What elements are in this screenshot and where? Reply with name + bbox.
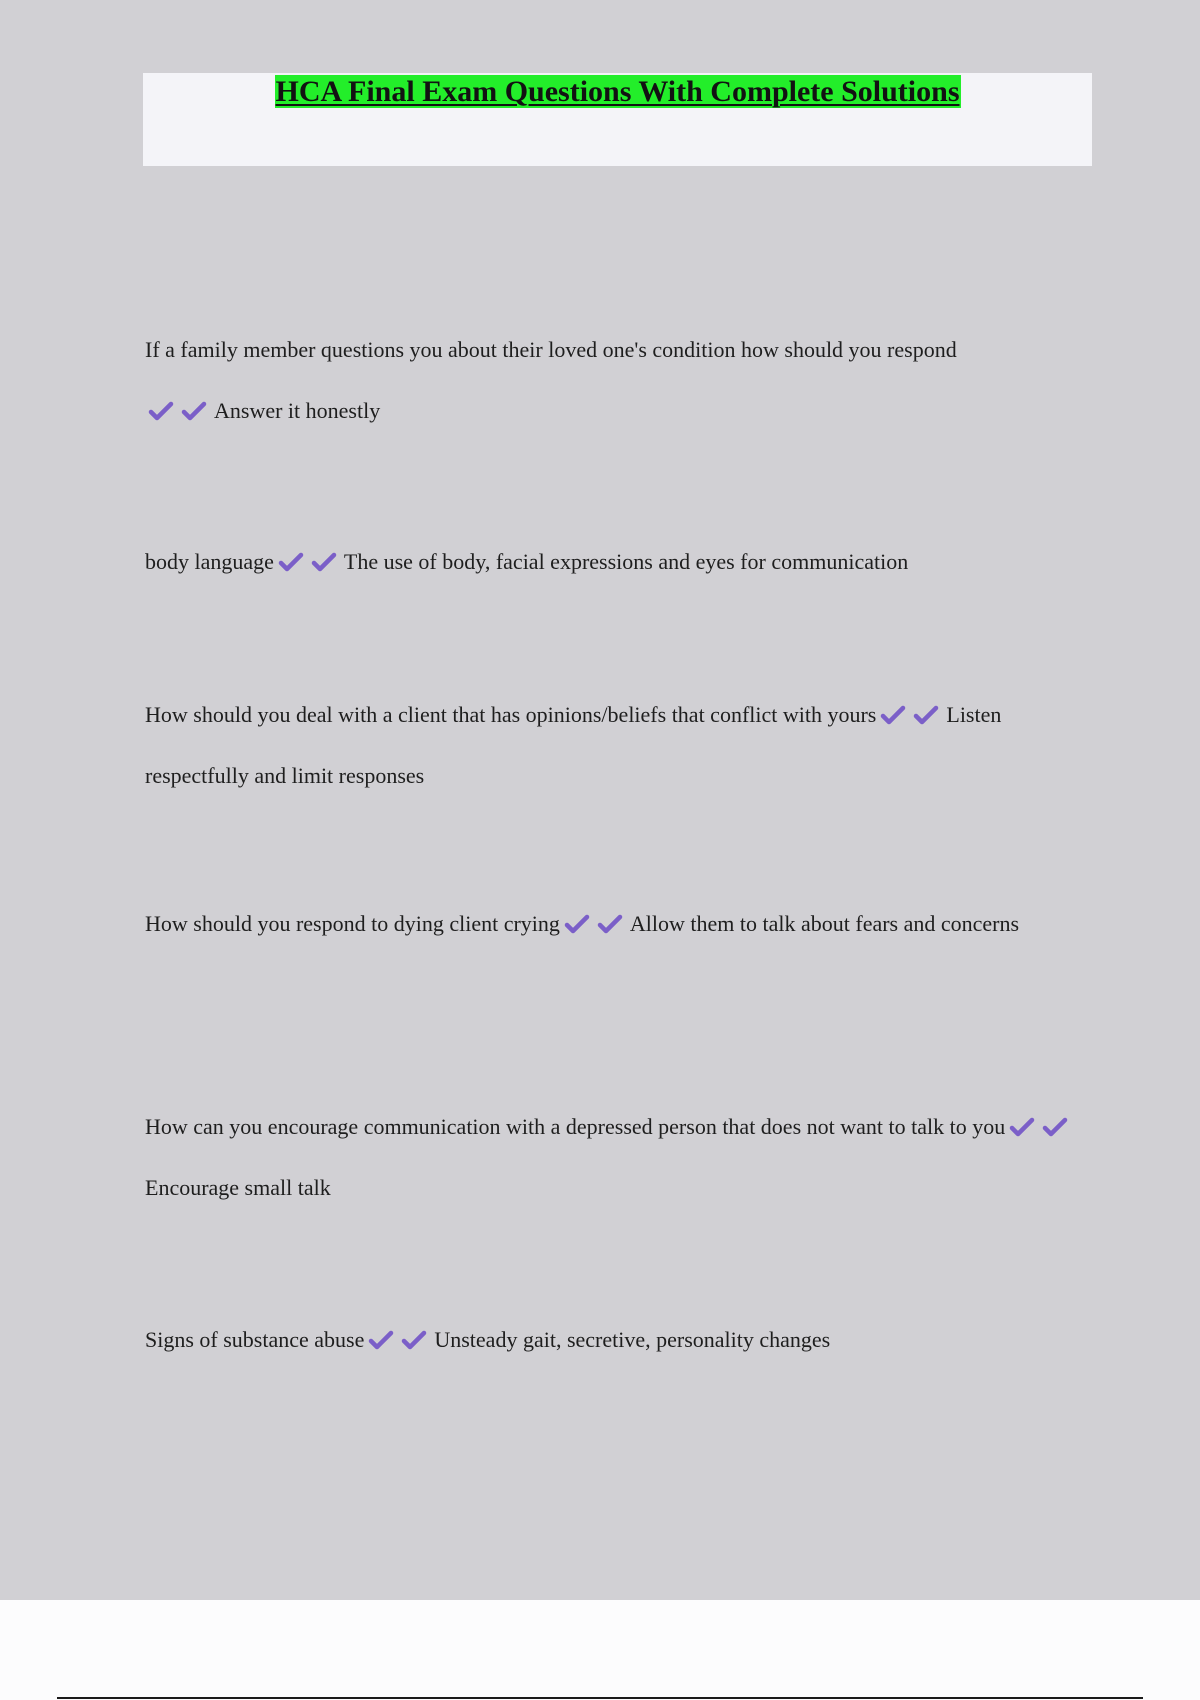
qa-item <box>145 893 1095 954</box>
answer-checks <box>564 893 630 954</box>
footer-band <box>0 1600 1200 1700</box>
check-icon <box>913 705 939 725</box>
question-text: body language <box>145 549 274 574</box>
check-icon <box>564 914 590 934</box>
question-text: Signs of substance abuse <box>145 1327 365 1352</box>
answer-checks <box>368 1309 434 1370</box>
question-text: How should you respond to dying client crying <box>145 911 560 936</box>
qa-item <box>145 684 1095 806</box>
answer-text: Unsteady gait, secretive, personality changes <box>434 1327 831 1352</box>
page-title <box>143 73 1092 111</box>
qa-item <box>145 531 1095 592</box>
check-icon <box>1009 1117 1035 1137</box>
qa-item <box>145 319 1095 441</box>
qa-item <box>145 1096 1095 1218</box>
answer-checks <box>1009 1096 1075 1157</box>
check-icon <box>311 552 337 572</box>
answer-text: The use of body, facial expressions and eyes for communication <box>343 549 909 574</box>
title-text: HCA Final Exam Questions With Complete Solutions <box>275 75 960 108</box>
check-icon <box>181 401 207 421</box>
answer-checks <box>148 380 214 441</box>
check-icon <box>401 1330 427 1350</box>
question-text: If a family member questions you about their loved one's condition how should you respond <box>145 337 957 362</box>
qa-item <box>145 1309 1095 1370</box>
check-icon <box>278 552 304 572</box>
check-icon <box>880 705 906 725</box>
check-icon <box>368 1330 394 1350</box>
footer-divider <box>57 1697 1143 1699</box>
answer-text: Listen respectfully and limit responses <box>145 702 1002 788</box>
answer-checks <box>278 531 344 592</box>
answer-text: Allow them to talk about fears and concerns <box>629 911 1020 936</box>
check-icon <box>148 401 174 421</box>
answer-text: Encourage small talk <box>145 1175 331 1200</box>
answer-checks <box>880 684 946 745</box>
check-icon <box>597 914 623 934</box>
question-text: How should you deal with a client that has opinions/beliefs that conflict with yours <box>145 702 877 727</box>
title-box <box>143 73 1092 166</box>
check-icon <box>1042 1117 1068 1137</box>
answer-text: Answer it honestly <box>214 398 381 423</box>
question-text: How can you encourage communication with a depressed person that does not want to talk to you <box>145 1114 1006 1139</box>
